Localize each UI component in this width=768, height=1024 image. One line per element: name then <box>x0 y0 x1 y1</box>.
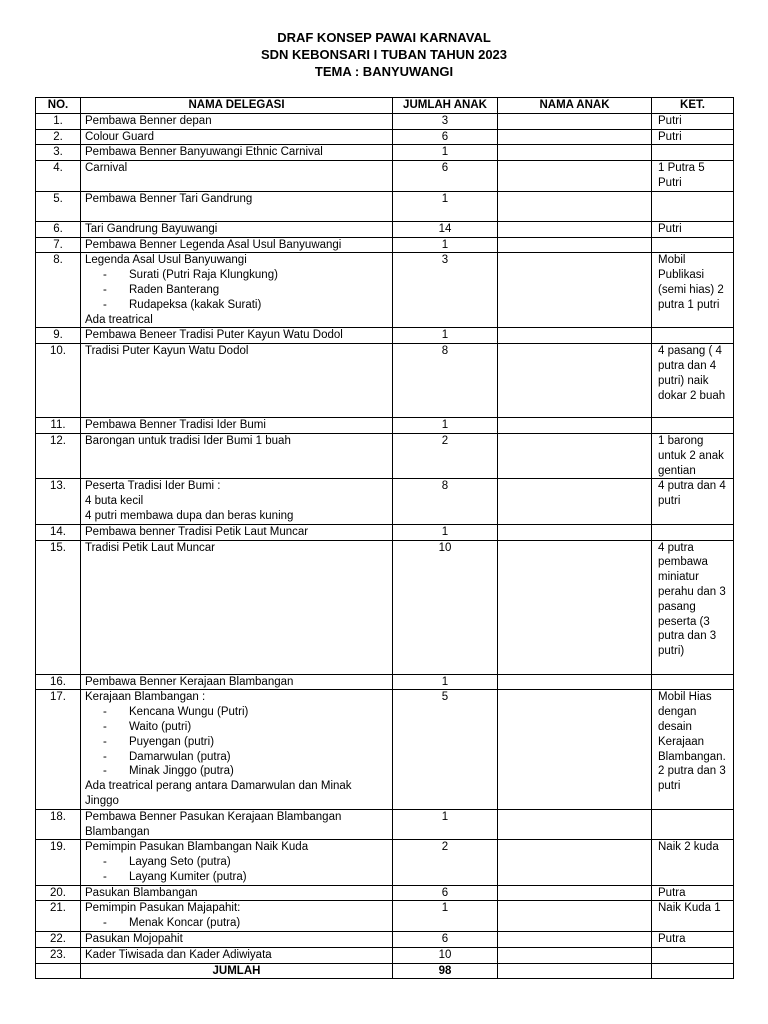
delegation-name: Tradisi Puter Kayun Watu Dodol <box>85 345 249 358</box>
row-number: 11. <box>36 418 81 434</box>
total-ket-cell <box>652 963 734 979</box>
delegation-name: Legenda Asal Usul Banyuwangi <box>85 254 247 267</box>
bullet-dash: - <box>103 720 107 733</box>
row-number: 17. <box>36 690 81 809</box>
table-row <box>36 237 734 253</box>
delegation-cell <box>81 191 393 221</box>
row-number: 16. <box>36 674 81 690</box>
nama-anak-cell <box>498 690 652 809</box>
nama-anak-cell <box>498 328 652 344</box>
column-header-nama-anak: NAMA ANAK <box>498 98 652 114</box>
bullet-dash: - <box>103 269 107 282</box>
member-name: Menak Koncar (putra) <box>129 917 241 930</box>
delegation-cell <box>81 145 393 161</box>
jumlah-anak-cell: 1 <box>393 237 498 253</box>
bullet-dash: - <box>103 706 107 719</box>
table-row <box>36 129 734 145</box>
table-row <box>36 161 734 192</box>
keterangan-cell: 4 putra dan 4 putri <box>652 479 734 524</box>
document-subtitle-theme: TEMA : BANYUWANGI <box>314 64 454 79</box>
table-row <box>36 809 734 840</box>
keterangan-cell: 1 barong untuk 2 anak gentian <box>652 433 734 478</box>
jumlah-anak-cell: 6 <box>393 932 498 948</box>
row-number: 6. <box>36 221 81 237</box>
delegation-name: Kader Tiwisada dan Kader Adiwiyata <box>85 948 272 961</box>
jumlah-anak-cell: 1 <box>393 191 498 221</box>
jumlah-anak-cell: 8 <box>393 344 498 418</box>
total-label: JUMLAH <box>81 963 393 979</box>
delegation-name: Pembawa Beneer Tradisi Puter Kayun Watu Dodol <box>85 329 343 342</box>
nama-anak-cell <box>498 253 652 328</box>
document-subtitle-school: SDN KEBONSARI I TUBAN TAHUN 2023 <box>260 47 508 62</box>
jumlah-anak-cell: 3 <box>393 253 498 328</box>
table-row <box>36 947 734 963</box>
row-number: 1. <box>36 113 81 129</box>
member-name: Kencana Wungu (Putri) <box>129 706 249 719</box>
table-row <box>36 433 734 478</box>
member-item <box>85 916 388 931</box>
table-row <box>36 479 734 524</box>
table-header-row <box>36 98 734 114</box>
delegation-cell <box>81 129 393 145</box>
nama-anak-cell <box>498 885 652 901</box>
delegation-cell <box>81 328 393 344</box>
jumlah-anak-cell: 1 <box>393 674 498 690</box>
delegation-cell <box>81 237 393 253</box>
total-row <box>36 963 734 979</box>
row-number: 2. <box>36 129 81 145</box>
delegation-name: Pembawa Benner Banyuwangi Ethnic Carnival <box>85 146 323 159</box>
total-nama-anak-cell <box>498 963 652 979</box>
keterangan-cell <box>652 674 734 690</box>
keterangan-cell <box>652 328 734 344</box>
table-row <box>36 932 734 948</box>
table-row <box>36 885 734 901</box>
delegation-note: Ada treatrical <box>85 313 153 326</box>
keterangan-cell: 4 putra pembawa miniatur perahu dan 3 pasang peserta (3 putra dan 3 putri) <box>652 540 734 674</box>
row-number: 20. <box>36 885 81 901</box>
nama-anak-cell <box>498 932 652 948</box>
column-header-ket: KET. <box>652 98 734 114</box>
table-row <box>36 344 734 418</box>
nama-anak-cell <box>498 674 652 690</box>
keterangan-cell: Putri <box>652 221 734 237</box>
table-row <box>36 221 734 237</box>
row-number: 9. <box>36 328 81 344</box>
nama-anak-cell <box>498 145 652 161</box>
member-item <box>85 855 388 870</box>
delegation-cell <box>81 113 393 129</box>
jumlah-anak-cell: 5 <box>393 690 498 809</box>
keterangan-cell: Naik 2 kuda <box>652 840 734 885</box>
delegation-cell <box>81 690 393 809</box>
keterangan-cell <box>652 418 734 434</box>
jumlah-anak-cell: 2 <box>393 840 498 885</box>
member-name: Waito (putri) <box>129 720 192 733</box>
delegation-name: Barongan untuk tradisi Ider Bumi 1 buah <box>85 434 291 447</box>
delegation-name: Tari Gandrung Bayuwangi <box>85 222 218 235</box>
nama-anak-cell <box>498 524 652 540</box>
keterangan-cell: Putra <box>652 932 734 948</box>
keterangan-cell <box>652 809 734 840</box>
keterangan-cell: 4 pasang ( 4 putra dan 4 putri) naik dokar 2 buah <box>652 344 734 418</box>
jumlah-anak-cell: 1 <box>393 524 498 540</box>
row-number: 18. <box>36 809 81 840</box>
jumlah-anak-cell: 3 <box>393 113 498 129</box>
total-value: 98 <box>393 963 498 979</box>
delegation-cell <box>81 221 393 237</box>
participant-line: 4 putri membawa dupa dan beras kuning <box>85 509 294 522</box>
keterangan-cell <box>652 524 734 540</box>
bullet-dash: - <box>103 298 107 311</box>
table-row <box>36 191 734 221</box>
keterangan-cell <box>652 145 734 161</box>
jumlah-anak-cell: 10 <box>393 540 498 674</box>
table-row <box>36 690 734 809</box>
nama-anak-cell <box>498 221 652 237</box>
delegation-name: Peserta Tradisi Ider Bumi : <box>85 480 221 493</box>
document-title: DRAF KONSEP PAWAI KARNAVAL <box>277 30 491 45</box>
keterangan-cell: Mobil Publikasi (semi hias) 2 putra 1 putri <box>652 253 734 328</box>
column-header-jumlah-anak: JUMLAH ANAK <box>393 98 498 114</box>
delegation-name: Pembawa Benner Kerajaan Blambangan <box>85 675 294 688</box>
keterangan-cell: Putra <box>652 885 734 901</box>
delegation-cell <box>81 344 393 418</box>
jumlah-anak-cell: 10 <box>393 947 498 963</box>
jumlah-anak-cell: 6 <box>393 885 498 901</box>
row-number: 5. <box>36 191 81 221</box>
participant-line: 4 buta kecil <box>85 495 144 508</box>
jumlah-anak-cell: 2 <box>393 433 498 478</box>
member-item <box>85 268 388 283</box>
keterangan-cell: 1 Putra 5 Putri <box>652 161 734 192</box>
member-name: Damarwulan (putra) <box>129 750 231 763</box>
member-item <box>85 870 388 885</box>
delegation-name: Colour Guard <box>85 130 155 143</box>
keterangan-cell <box>652 191 734 221</box>
member-item <box>85 720 388 735</box>
member-name: Layang Kumiter (putra) <box>129 870 247 883</box>
nama-anak-cell <box>498 191 652 221</box>
jumlah-anak-cell: 1 <box>393 418 498 434</box>
nama-anak-cell <box>498 479 652 524</box>
delegation-name: Pembawa Benner Tari Gandrung <box>85 192 253 205</box>
delegation-cell <box>81 161 393 192</box>
bullet-dash: - <box>103 870 107 883</box>
delegation-cell <box>81 840 393 885</box>
table-row <box>36 113 734 129</box>
delegation-name: Pembawa benner Tradisi Petik Laut Muncar <box>85 525 309 538</box>
delegation-table <box>35 97 734 979</box>
row-number: 21. <box>36 901 81 932</box>
member-name: Minak Jinggo (putra) <box>129 765 234 778</box>
delegation-cell <box>81 540 393 674</box>
jumlah-anak-cell: 1 <box>393 901 498 932</box>
delegation-cell <box>81 932 393 948</box>
row-number: 19. <box>36 840 81 885</box>
delegation-cell <box>81 885 393 901</box>
table-row <box>36 540 734 674</box>
nama-anak-cell <box>498 809 652 840</box>
delegation-cell <box>81 674 393 690</box>
row-number: 22. <box>36 932 81 948</box>
delegation-name: Pembawa Benner Tradisi Ider Bumi <box>85 419 266 432</box>
nama-anak-cell <box>498 113 652 129</box>
row-number: 23. <box>36 947 81 963</box>
delegation-cell <box>81 524 393 540</box>
member-name: Raden Banterang <box>129 283 220 296</box>
table-row <box>36 328 734 344</box>
nama-anak-cell <box>498 901 652 932</box>
delegation-name: Pasukan Mojopahit <box>85 933 183 946</box>
delegation-name: Pembawa Benner Pasukan Kerajaan Blambangan Blambangan <box>85 810 342 838</box>
delegation-cell <box>81 479 393 524</box>
nama-anak-cell <box>498 129 652 145</box>
table-row <box>36 674 734 690</box>
table-row <box>36 418 734 434</box>
member-name: Layang Seto (putra) <box>129 856 231 869</box>
delegation-note: Ada treatrical perang antara Damarwulan dan Minak Jinggo <box>85 780 352 807</box>
nama-anak-cell <box>498 344 652 418</box>
keterangan-cell: Naik Kuda 1 <box>652 901 734 932</box>
jumlah-anak-cell: 8 <box>393 479 498 524</box>
nama-anak-cell <box>498 237 652 253</box>
member-name: Puyengan (putri) <box>129 735 215 748</box>
table-row <box>36 840 734 885</box>
row-number: 3. <box>36 145 81 161</box>
delegation-cell <box>81 947 393 963</box>
member-name: Surati (Putri Raja Klungkung) <box>129 269 278 282</box>
keterangan-cell: Mobil Hias dengan desain Kerajaan Blambangan. 2 putra dan 3 putri <box>652 690 734 809</box>
delegation-name: Pasukan Blambangan <box>85 886 198 899</box>
nama-anak-cell <box>498 947 652 963</box>
delegation-cell <box>81 809 393 840</box>
bullet-dash: - <box>103 735 107 748</box>
delegation-name: Pembawa Benner Legenda Asal Usul Banyuwangi <box>85 238 342 251</box>
jumlah-anak-cell: 6 <box>393 161 498 192</box>
row-number: 14. <box>36 524 81 540</box>
jumlah-anak-cell: 1 <box>393 809 498 840</box>
delegation-name: Pemimpin Pasukan Blambangan Naik Kuda <box>85 841 309 854</box>
member-item <box>85 735 388 750</box>
nama-anak-cell <box>498 540 652 674</box>
jumlah-anak-cell: 1 <box>393 328 498 344</box>
column-header-nama-delegasi: NAMA DELEGASI <box>81 98 393 114</box>
nama-anak-cell <box>498 840 652 885</box>
delegation-cell <box>81 418 393 434</box>
table-row <box>36 524 734 540</box>
bullet-dash: - <box>103 917 107 930</box>
nama-anak-cell <box>498 161 652 192</box>
delegation-name: Carnival <box>85 162 128 175</box>
member-item <box>85 705 388 720</box>
delegation-cell <box>81 433 393 478</box>
table-row <box>36 253 734 328</box>
delegation-name: Pemimpin Pasukan Majapahit: <box>85 902 241 915</box>
row-number: 13. <box>36 479 81 524</box>
bullet-dash: - <box>103 856 107 869</box>
bullet-dash: - <box>103 765 107 778</box>
member-item <box>85 750 388 765</box>
table-row <box>36 901 734 932</box>
jumlah-anak-cell: 14 <box>393 221 498 237</box>
row-number: 8. <box>36 253 81 328</box>
bullet-dash: - <box>103 750 107 763</box>
row-number: 7. <box>36 237 81 253</box>
delegation-name: Tradisi Petik Laut Muncar <box>85 541 215 554</box>
member-item <box>85 764 388 779</box>
row-number: 12. <box>36 433 81 478</box>
delegation-name: Pembawa Benner depan <box>85 114 212 127</box>
keterangan-cell: Putri <box>652 129 734 145</box>
keterangan-cell <box>652 237 734 253</box>
keterangan-cell <box>652 947 734 963</box>
row-number: 15. <box>36 540 81 674</box>
jumlah-anak-cell: 6 <box>393 129 498 145</box>
nama-anak-cell <box>498 418 652 434</box>
member-name: Rudapeksa (kakak Surati) <box>129 298 262 311</box>
total-no-cell <box>36 963 81 979</box>
row-number: 4. <box>36 161 81 192</box>
column-header-no: NO. <box>36 98 81 114</box>
nama-anak-cell <box>498 433 652 478</box>
row-number: 10. <box>36 344 81 418</box>
keterangan-cell: Putri <box>652 113 734 129</box>
delegation-cell <box>81 253 393 328</box>
jumlah-anak-cell: 1 <box>393 145 498 161</box>
bullet-dash: - <box>103 283 107 296</box>
table-row <box>36 145 734 161</box>
member-item <box>85 283 388 298</box>
delegation-cell <box>81 901 393 932</box>
delegation-name: Kerajaan Blambangan : <box>85 691 206 704</box>
member-item <box>85 298 388 313</box>
